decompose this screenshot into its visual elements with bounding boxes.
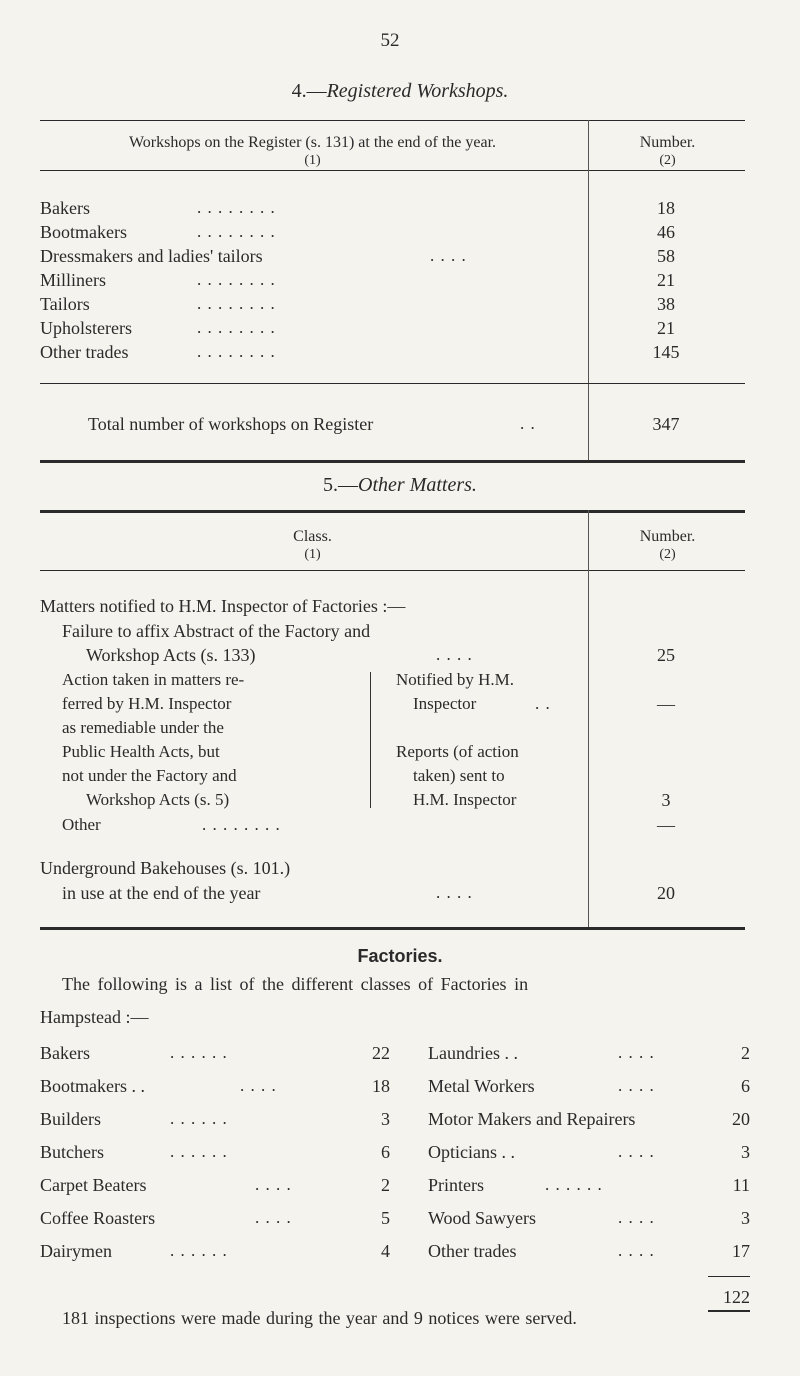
reports-line-1: Reports (of action [396,742,519,761]
failure-line-2: Workshop Acts (s. 133) [86,645,256,665]
other-value: — [657,815,675,835]
inspections-footer: 181 inspections were made during the year and 9 notices were served. [62,1308,577,1328]
leader-dots: . . . . [618,1076,655,1095]
reports-line-2: taken) sent to [413,766,505,785]
failure-line-1: Failure to affix Abstract of the Factory and [62,621,371,641]
factory-right-value: 3 [741,1142,750,1162]
leader-dots: . . . . [255,1175,292,1194]
section-5-header-rule [40,570,745,571]
action-line: as remediable under the [62,718,224,737]
section-4-column-divider [588,120,589,460]
factory-right-label: Other trades [428,1241,517,1261]
factories-intro-line-1: The following is a list of the different classes of Factories in [62,974,529,994]
factory-right-value: 3 [741,1208,750,1228]
workshop-row: Bakers [40,198,90,218]
leader-dots: . . [535,694,551,713]
leader-dots: . . . . . . . . [197,270,276,289]
factory-left-value: 4 [381,1241,390,1261]
section-4-total-rule [40,383,745,384]
brace [370,672,371,808]
leader-dots: . . . . [618,1043,655,1062]
factory-right-value: 17 [732,1241,750,1261]
factory-right-label: Laundries . . [428,1043,518,1063]
factory-left-label: Carpet Beaters [40,1175,147,1195]
leader-dots: . . . . . . . . [197,294,276,313]
workshop-value: 46 [657,222,675,242]
factory-right-label: Metal Workers [428,1076,535,1096]
factories-total-rule [708,1310,750,1312]
underground-line-1: Underground Bakehouses (s. 101.) [40,858,291,878]
leader-dots: . . . . . . . . [197,222,276,241]
factory-left-value: 5 [381,1208,390,1228]
factory-right-label: Opticians . . [428,1142,515,1162]
section-5-top-rule [40,510,745,513]
section-4-top-rule [40,120,745,121]
section-4-number: 4.— [291,80,327,102]
section-5-bottom-rule [40,927,745,930]
factories-heading: Factories. [357,946,443,966]
section-4-title [0,80,800,103]
workshop-value: 21 [657,318,675,338]
factory-right-label: Wood Sawyers [428,1208,537,1228]
factory-left-label: Coffee Roasters [40,1208,156,1228]
factory-left-label: Bakers [40,1043,90,1063]
workshop-value: 145 [652,342,680,362]
notified-line-2: Inspector [413,694,477,713]
matters-intro: Matters notified to H.M. Inspector of Factories :— [40,596,406,616]
workshop-value: 21 [657,270,675,290]
action-line: not under the Factory and [62,766,237,785]
factory-left-value: 2 [381,1175,390,1195]
factory-left-label: Bootmakers . . [40,1076,145,1096]
workshop-row: Dressmakers and ladies' tailors [40,246,263,266]
action-line: Public Health Acts, but [62,742,220,761]
leader-dots: . . . . [240,1076,277,1095]
total-workshops-label: Total number of workshops on Register [88,414,374,434]
workshop-row: Milliners [40,270,106,290]
section-4-col1-header: Workshops on the Register (s. 131) at the end of the year. (1) [128,134,497,168]
factory-left-label: Builders [40,1109,101,1129]
leader-dots: . . . . . . . . [197,342,276,361]
factory-right-label: Printers [428,1175,484,1195]
workshop-row: Bootmakers [40,222,127,242]
section-5-col2-header: Number. (2) [639,528,696,562]
leader-dots: . . . . [430,246,467,265]
total-workshops-value: 347 [652,414,680,434]
factory-right-value: 11 [732,1175,750,1195]
leader-dots: . . . . [618,1208,655,1227]
action-line: Workshop Acts (s. 5) [86,790,230,809]
section-4-bottom-rule [40,460,745,463]
leader-dots: . . . . . . [545,1175,603,1194]
leader-dots: . . . . . . [170,1142,228,1161]
section-5-col1-header: Class. (1) [293,528,332,562]
leader-dots: . . . . [255,1208,292,1227]
workshop-value: 58 [657,246,675,266]
failure-value: 25 [657,645,675,665]
leader-dots: . . . . . . [170,1109,228,1128]
section-5-column-divider [588,510,589,928]
reports-value: 3 [661,790,671,810]
underground-line-2: in use at the end of the year [62,883,261,903]
factory-left-value: 6 [381,1142,390,1162]
workshop-value: 38 [657,294,675,314]
workshop-row: Upholsterers [40,318,132,338]
section-5-title-text: Other Matters. [358,474,477,496]
leader-dots: . . . . [618,1241,655,1260]
leader-dots: . . . . [436,645,473,664]
leader-dots: . . . . . . [170,1241,228,1260]
underground-value: 20 [657,883,675,903]
section-4-title-text: Registered Workshops. [326,80,509,102]
other-label: Other [62,815,101,834]
factory-left-value: 3 [381,1109,390,1129]
factories-sum-rule [708,1276,750,1277]
section-4-col2-header: Number. (2) [639,134,696,168]
section-5-number: 5.— [323,474,359,496]
leader-dots: . . . . [436,883,473,902]
leader-dots: . . . . . . . . [202,815,281,834]
leader-dots: . . . . . . . . [197,198,276,217]
section-5-title [0,474,800,497]
notified-value: — [657,694,675,714]
factories-intro-line-2: Hampstead :— [40,1007,149,1027]
leader-dots: . . . . . . . . [197,318,276,337]
factory-right-value: 20 [732,1109,750,1129]
factories-total: 122 [723,1287,750,1307]
action-line: ferred by H.M. Inspector [62,694,232,713]
workshop-row: Tailors [40,294,90,314]
notified-line-1: Notified by H.M. [396,670,515,689]
section-4-header-rule [40,170,745,171]
factory-right-value: 2 [741,1043,750,1063]
factory-right-label: Motor Makers and Repairers [428,1109,636,1129]
factory-left-value: 22 [372,1043,390,1063]
workshop-row: Other trades [40,342,129,362]
leader-dots: . . . . . . [170,1043,228,1062]
action-line: Action taken in matters re- [62,670,245,689]
factory-left-value: 18 [372,1076,390,1096]
workshop-value: 18 [657,198,675,218]
leader-dots: . . . . [618,1142,655,1161]
factory-left-label: Butchers [40,1142,104,1162]
reports-line-3: H.M. Inspector [413,790,517,809]
factory-right-value: 6 [741,1076,750,1096]
leader-dots: . . [520,414,536,433]
page-number: 52 [380,30,400,51]
factory-left-label: Dairymen [40,1241,112,1261]
